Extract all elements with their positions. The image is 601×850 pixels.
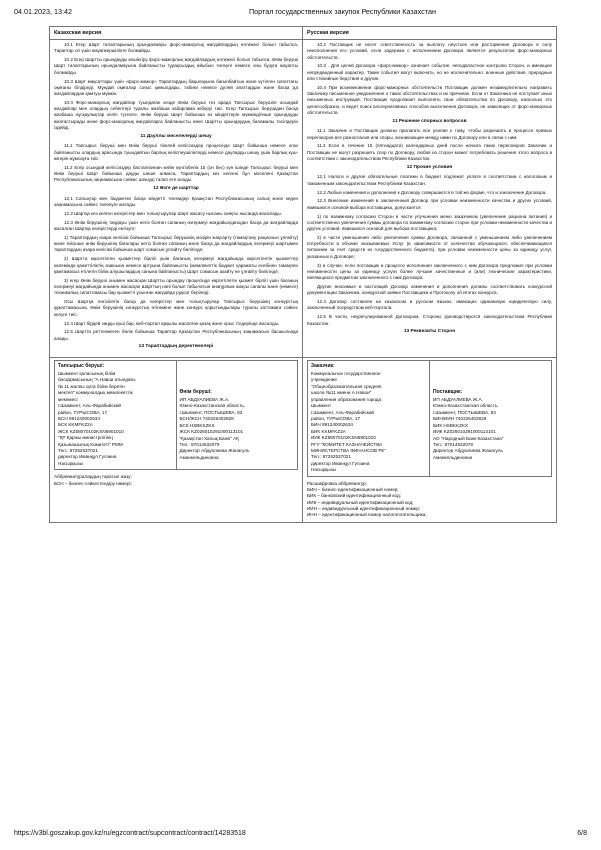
kz-version-heading: Казахская версия [50, 27, 303, 40]
abbr-line: ИИН – индивидуальный идентификационный номер; [307, 506, 421, 512]
ru-supplier-title: Поставщик: [433, 389, 463, 396]
req-line: управления образования города [311, 396, 382, 402]
ru-customer-block [308, 361, 430, 477]
paragraph: 11.1 Заказчик и Поставщик должны прилагать все усилия к тому, чтобы разрешать в процессе прямых переговоров все разногласия или споры, возникающие между ними по Договору или в связи с ним. [307, 128, 552, 140]
req-line: Южно-Казахстанская область, [179, 403, 246, 409]
paragraph: 10.4 При возникновении форс-мажорных обстоятельств Поставщик должен незамедлительно направить Заказчику письменное уведомление о таких обстоятельствах и их причинах. Если от Заказчика не поступает иных письменных инструкций, Поставщик продолжает выполнять свои обязательства по Договору, насколько это целесообразно, и ведет поиск альтернативных способов выполнения Договора, не зависящих от форс-мажорных обстоятельств. [307, 84, 552, 115]
req-line: басқармасының "А.Навои атындағы [58, 377, 136, 383]
abbr-line: ИИК – индивидуальный идентификационный код; [307, 499, 414, 505]
paragraph: 12.2 Любые изменения и дополнения к Договору совершаются в той же форме, что и заключение Договора. [317, 189, 547, 195]
paragraph: 2) Шартта көрсетілген қызметтер бірлігі үшін бағаның өзгермеуі жағдайында көрсетілетін қызметтер көлемінде қажеттіліктің азаюына немесе артуына байланысты (мемлекеттік бюджет қаражаты есебінен тамақпен қамтамасыз етілетін білім алушылардың санына байланысты) Шарт сомасын азайту не ұлғайту бөлігінде; [54, 256, 298, 274]
paragraph: 10.3 Шарт мақсаттары үшін «форс-мажор» Тараптардың бақылауына бағынбайтын және күтілген сипаттағы оқиғаны білдіреді. Мұндай оқиғалар соғыс қимылдары, табиғи немесе дүлей апаттардан және басқа да жағдайлардан қамтуы мүмкін. [54, 78, 298, 97]
req-line: мектеп" коммуналдық мемлекеттік [58, 390, 133, 396]
req-line: БСК KKMFKZ2A [58, 422, 93, 428]
req-line: РГУ "КОМИТЕТ КАЗНАЧЕЙСТВА [311, 441, 383, 447]
paragraph: 12.5 В части, неурегулированной Договором, Стороны руководствуются законодательством Республики Казахстан. [307, 314, 552, 326]
req-line: Қазынашылық Комитеті" РММ [58, 441, 123, 447]
print-footer [14, 830, 587, 842]
paragraph: 12.5 Шартта реттелмеген бөлік бойынша Тараптар Қазақстан Республикасының заңнамасын басшылыққа алады. [54, 329, 298, 341]
req-line: "Общеобразовательная средняя [311, 383, 382, 389]
req-line: БСН 991240002634 [58, 415, 100, 421]
paragraph: 12.1 Салықтар мен бюджетке басқа міндетті төлемдер Қазақстан Республикасының салық және кеден заңнамасына сәйкес төленуге жатады. [54, 195, 298, 208]
req-line: мекемесі [58, 396, 78, 402]
req-line: Тел.: 87014632079 [179, 441, 220, 447]
req-line: Шымкент қаласының білім [58, 370, 116, 376]
req-line: Тел.: 87014632079 [433, 441, 473, 447]
paragraph: 1) по взаимному согласию Сторон в части улучшения меню заказчиком (увеличение рациона питания) и соответственно увеличения суммы договора по взаимному согласию сторон при условии неизменности качества и других условий, явившихся основой для выбора поставщика; [307, 213, 552, 232]
abbr-line: Аббревиатуралардың таратып жазу: [54, 474, 132, 480]
paragraph: 10.4 Форс-мажорлық жағдайлар туындаған кезде Өнім беруші тез арада Тапсырыс берушіге осындай жағдайлар мен олардың себептері туралы жазбаша хабарлама жіберуі тиіс. Егер Тапсырыс берушіден басқа жазбаша нұсқаулықтар келіп түспесе, Өнім беруші Шарт бойынша өз міндеттерін мүмкіндігінше орындауды жалғастырады және форс-мажорлық жағдайларға байланысты емес Шартты орындаудың баламалы тәсілдерін іздейді. [54, 99, 298, 130]
paragraph: 12.4 Договор составлен на казахском и русском языках, имеющих одинаковую юридическую силу, заключенный посредством веб-портала. [307, 299, 552, 311]
paragraph: 2) в части уменьшения либо увеличения суммы Договора, связанной с уменьшением либо увеличением потребности в объеме оказываемых Услуг (в зависимости от количества обучающихся, обеспечивающихся питанием за счет средств из государственного бюджета), при условии неизменности цены за единицу услуг, указанных в Договоре; [307, 234, 552, 259]
paragraph: 12.1 Налоги и другие обязательные платежи в бюджет подлежат уплате в соответствии с налоговым и таможенным законодательством Республики Казахстан. [307, 174, 552, 186]
req-line: № 11 жалпы орта білім беретін [58, 383, 125, 389]
paragraph: Другие вносимые в настоящий Договор изменения и дополнения должны соответствовать конкурсной документации Заказчика, конкурсной заявке Поставщика и Протоколу об итогах конкурса. [307, 283, 552, 296]
kz-abbreviations [54, 474, 298, 487]
req-line: БИН/ИИН 740226402828 [433, 416, 487, 422]
paragraph: 10.2 Поставщик не несет ответственность за выплату неустоек или расторжение Договора в силу неисполнения его условий, если задержка с исполнением Договора является результатом форс-мажорных обстоятельств. [307, 42, 552, 60]
req-line: БСН/ЖСН 740226402828 [179, 416, 234, 422]
abbr-line: БИК – банковский идентификационный код; [307, 493, 401, 499]
req-line: учреждение [311, 377, 337, 383]
req-line: Южно-Казахстанская область, [433, 403, 499, 409]
paragraph: 10.3 . Для целей Договора «форс-мажор» означает событие, неподвластное контролю Сторон, и имеющее непредвиденный характер. Такие события могут включать, но не исключительно: военные действия, природные или стихийные бедствия и другие. [307, 63, 552, 81]
ru-requisites-table [307, 360, 552, 477]
paragraph: 11.2 Если в течение 15 (пятнадцати) календарных дней после начала таких переговоров Заказчик и Поставщик не могут разрешить спор по Договору, любая из сторон может потребовать решения этого вопроса в соответствии с законодательством Республики Казахстан. [307, 143, 552, 161]
req-line: Аманкельдиновна [179, 454, 219, 460]
print-header [14, 7, 587, 21]
section-heading: 11 Решение спорных вопросов [392, 118, 467, 124]
req-line: г.Шымкент, ПОСТЫШЕВА, 83 [179, 409, 243, 415]
paragraph: 1) Тараптардың өзара келісімі бойынша Тапсырыс берушінің мәзірін жақсарту (тамақтану рационын ұлғайту) және тиісінше өнім берушінің бағалары нетіз болған сапаның және басқа да жағдайлардың өзгермеуі шартымен тараптардың өзара келісімі бойынша шарт сомасын ұлғайту бөлігінде; [54, 234, 298, 253]
paragraph: 3) егер Өнім беруші онымен жасасқан Шартты орындау процесінде көрсетілетін қызмет бірлігі үшін бағаның өзгермеуі жағдайында онымен жасасқан Шарттың нәні болып табылатын анағұрлым жақсы сапалы және (немесе) техникалық сипаттамасы бар қызметті ұсынған жағдайда рұқсат беріледі. [54, 277, 298, 296]
paragraph: 12.4 Шарт бірдей заңды күші бар, веб-портал арқылы жасалған қазақ және орыс тілдерінде жасалды. [64, 320, 280, 326]
req-line: г.Шымкент, Аль-Фарабийский [58, 403, 122, 409]
paragraph: 10.2 Егер Шартты орындауды кешіктіру форс-мажорлық жағдайлардың нәтижесі болып табылса, Өнім беруші Шарт талаптарының орындалмауына байланысты тұрақсыздық айыбын төлеуге немесе оны бұзуға жауапты болмайды. [54, 57, 298, 75]
req-line: "ҚР Қаржы министрлігінің [58, 435, 113, 441]
abbr-line: БСН – бизнес-сәйкестендіру нөмері; [54, 480, 132, 486]
paragraph: 12.3 Внесение изменений в заключенный Договор при условии неизменности качества и других условий, явившихся основой выбора поставщика, допускается: [307, 198, 552, 210]
paragraph: 10.1 Егер Шарт талаптарының орындалмауы форс-мажорлық жағдайлардың нәтижесі болып табылса, Тараптар оп үшін жауапкершілікте болмайды. [54, 42, 298, 54]
kz-customer-block [55, 361, 177, 470]
req-line: "Қазақстан Халық Банкі" АҚ [179, 435, 239, 441]
kz-requisites-cell [50, 358, 303, 523]
section-heading: 12 Прочие условия [406, 164, 453, 170]
contract-table [49, 26, 557, 523]
page-url[interactable]: https://v3bl.goszakup.gov.kz/ru/egzcontract/supcontract/contract/14283518 [14, 830, 246, 837]
req-line: Тел.: 87252537021 [58, 448, 98, 454]
req-line: БИК HSBKKZKX [433, 422, 469, 428]
abbr-line: Расшифровка аббревиатур: [307, 480, 367, 486]
req-line: Насырқызы [311, 467, 336, 473]
section-heading: 13 Реквизиты Сторон [403, 329, 456, 335]
paragraph: 11.2 Егер осындай келіссөздер басталғаннан кейін күнтізбелік 15 (он бес) күн ішінде Тапсырыс беруші мен Өнім беруші Шарт бойынша дауды шеше алмаса, Тараптардың кез келгені бұл мәселені Қазақстан Республикасының заңнамасына сәйкес шешуді талап ете алады. [54, 164, 298, 183]
section-heading: 12 Өзге де шарттар [153, 186, 199, 192]
req-line: г.Шымкент, ПОСТЫШЕВА, 83 [433, 409, 496, 415]
paragraph: 12.2 Шартқа кез келген өзгерістер мен толықтырулар Шарт жасасу нысаны сияқты нысанда жасалады. [64, 210, 282, 216]
abbr-line: БИН – бизнес-идентификационный номер; [307, 487, 399, 493]
req-line: Тел.: 87252537021 [311, 454, 351, 460]
req-line: г.Шымкент, Аль-Фарабийский [311, 409, 375, 415]
req-line: директор Иманқұл Гүлзина [58, 454, 117, 460]
req-line: ИИК KZ58070102KSN5901010 [311, 435, 376, 441]
req-line: Директор Абдуалиева Жанагуль [433, 448, 503, 454]
ru-requisites-cell [303, 358, 557, 523]
kz-requisites-table [54, 360, 298, 470]
ru-supplier-block [430, 361, 552, 477]
ru-customer-title: Заказчик: [311, 363, 335, 370]
req-line: АО "Народный Банк Казахстана" [433, 435, 504, 441]
paragraph: Осы Шартқа енгізілетін басқа да өзгерістер мен толықтырулар Тапсырыс берушінің конкурстық құжаттамасына, Өнім берушінің конкурстық өтінеміне және конкурс қорытындылары туралы хаттамаға сәйкес келуге тиіс. [54, 299, 298, 317]
page-number: 6/8 [577, 830, 587, 837]
req-line: Насырқызы [58, 460, 83, 466]
req-line: БСК HSBKKZKX [179, 422, 215, 428]
kz-supplier-title: Өнім беруші: [179, 389, 212, 396]
print-datetime: 04.01.2023, 13:42 [14, 7, 72, 16]
req-line: Аманкельдиновна [433, 454, 473, 460]
req-line: БИК KKMFKZ2A [311, 428, 346, 434]
req-line: ЖСК KZ026010291000113101 [179, 429, 244, 435]
req-line: директор Иманқұл Гүлзина [311, 460, 370, 466]
abbr-line: ИНН – идентификационный номер налогоплательщика; [307, 512, 427, 518]
req-line: район, ТУРЫСОВА, 17 [58, 409, 108, 415]
req-line: БИН 991240002634 [311, 422, 353, 428]
kz-supplier-block [176, 361, 298, 470]
req-line: ИП АБДУАЛИЕВА Ж.А. [179, 396, 230, 402]
paragraph: 11.1 Тапсырыс беруші мен Өнім беруші тікелей келіссөздер процесінде Шарт бойынша немесе оған байланысты олардың арасында туындайтын барлық келіспеушіліктерді немесе дауларды шешу үшін барлық күш-жігерін жұмсауға тиіс. [54, 143, 298, 161]
req-line: МИНИСТЕРСТВА ФИНАНСОВ РК" [311, 448, 386, 454]
req-line: школа №11 имени А.Навои" [311, 390, 372, 396]
req-line: ИП АБДУАЛИЕВА Ж.А. [433, 396, 483, 402]
req-line: Шымкент [311, 403, 332, 409]
req-line: Директор Абдуалиева Жанагуль [179, 448, 250, 454]
req-line: район, ТУРЫСОВА, 17 [311, 415, 361, 421]
kz-customer-title: Тапсырыс беруші: [58, 363, 105, 370]
kz-contract-text [50, 40, 303, 358]
ru-contract-text [303, 40, 557, 358]
ru-version-heading: Русская версия [303, 27, 557, 40]
section-heading: 13 Тараптардың деректемелері [138, 344, 214, 350]
paragraph: 3) в случае, если поставщик в процессе исполнения заключенного с ним Договора предложил при условии неизменности цены за единицу услуги более лучшие качественные и (или) технические характеристики, являющихся предметом заключенного с ним Договора. [307, 262, 552, 281]
print-page-title: Портал государственных закупок Республики Казахстан [249, 7, 436, 16]
section-heading: 11 Дауллы мәселелерді шешу [140, 133, 212, 139]
req-line: ЖСК KZ58070102KSN5901010 [58, 428, 124, 434]
req-line: ИИК KZ026010291000113101 [433, 429, 496, 435]
req-line: Коммунальное государственное [311, 370, 381, 376]
ru-abbreviations [307, 481, 552, 519]
paragraph: 12.3 Өнім берушінің таңдауы үшін негіз болған сапаның өзгермеуі жағдайындағыдан басқа да жағдайларда жасалған Шартқа өзгерістерді енгізуге: [54, 219, 298, 232]
